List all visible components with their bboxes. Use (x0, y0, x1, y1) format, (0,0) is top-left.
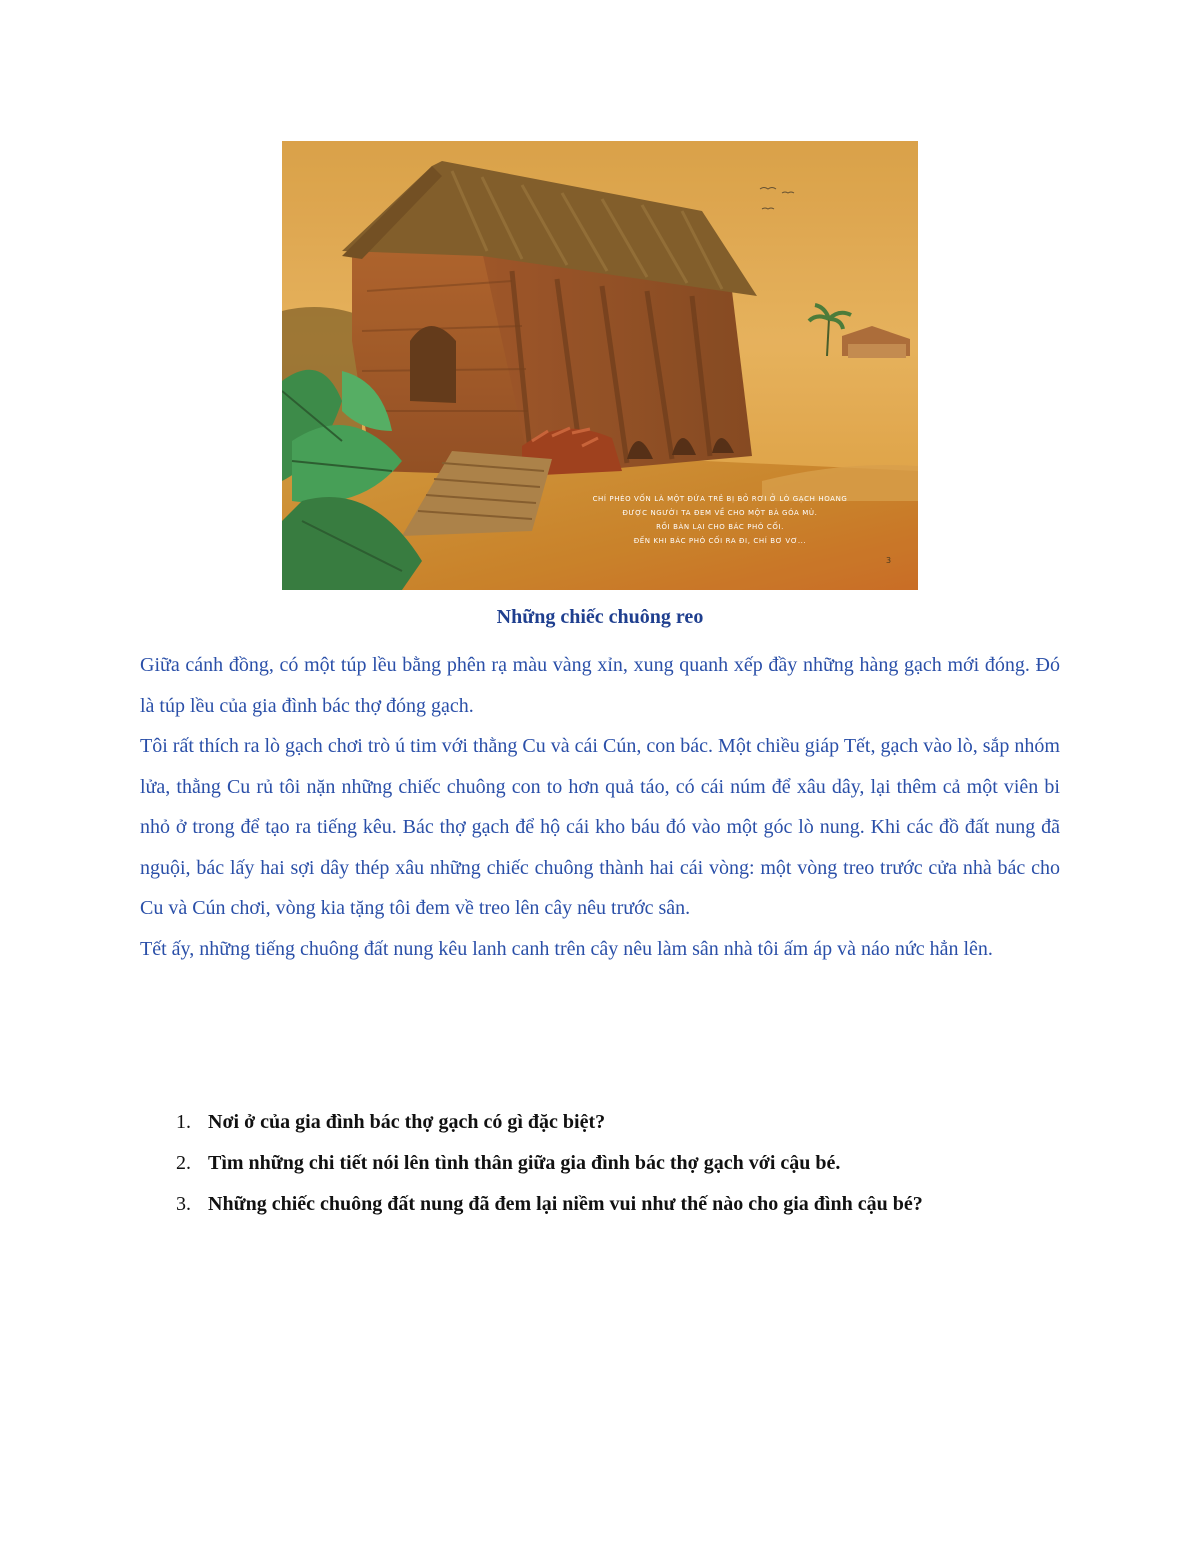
story-illustration (282, 141, 918, 590)
question-item (140, 1104, 1090, 1145)
illustration-caption-line: ĐƯỢC NGƯỜI TA ĐEM VỀ CHO MỘT BÀ GÓA MÙ. (622, 509, 818, 517)
question-item (140, 1145, 1090, 1186)
brick-kiln-hut-picture (282, 141, 918, 590)
question-text: Nơi ở của gia đình bác thợ gạch có gì đặc biệt? (208, 1111, 606, 1133)
illustration-caption-line: ĐẾN KHI BÁC PHÓ CỐI RA ĐI, CHÍ BƠ VƠ... (633, 537, 807, 545)
question-text: Tìm những chi tiết nói lên tình thân giữa gia đình bác thợ gạch với cậu bé. (208, 1152, 841, 1174)
story-paragraph: Giữa cánh đồng, có một túp lều bằng phên rạ màu vàng xỉn, xung quanh xếp đầy những hàng gạch mới đóng. Đó là túp lều của gia đình bác thợ đóng gạch. (140, 654, 1060, 717)
illustration-caption-line: RỒI BÀN LẠI CHO BÁC PHÓ CỐI. (656, 523, 784, 531)
question-list (140, 1104, 1090, 1227)
story-title: Những chiếc chuông reo (496, 606, 704, 628)
illustration-caption-line: CHÍ PHÈO VỐN LÀ MỘT ĐỨA TRẺ BỊ BỎ RƠI Ở LÒ GẠCH HOANG (592, 495, 848, 503)
question-item (140, 1186, 1090, 1227)
question-text: Những chiếc chuông đất nung đã đem lại niềm vui như thế nào cho gia đình cậu bé? (208, 1193, 923, 1215)
story-body (140, 645, 1060, 969)
story-paragraph: Tôi rất thích ra lò gạch chơi trò ú tim với thằng Cu và cái Cún, con bác. Một chiều giáp Tết, gạch vào lò, sắp nhóm lửa, thằng Cu rủ tôi nặn những chiếc chuông con to hơn quả táo, có cái núm để xâu dây, lại thêm cả một viên bi nhỏ ở trong để tạo ra tiếng kêu. Bác thợ gạch để hộ cái kho báu đó vào một góc lò nung. Khi các đồ đất nung đã nguội, bác lấy hai sợi dây thép xâu những chiếc chuông thành hai cái vòng: một vòng treo trước cửa nhà bác cho Cu và Cún chơi, vòng kia tặng tôi đem về treo lên cây nêu trước sân. (140, 735, 1060, 919)
illustration-page-number: 3 (886, 556, 892, 565)
question-number: 3. (176, 1193, 191, 1215)
story-paragraph: Tết ấy, những tiếng chuông đất nung kêu lanh canh trên cây nêu làm sân nhà tôi ấm áp và náo nức hẳn lên. (140, 937, 993, 960)
question-number: 2. (176, 1152, 191, 1174)
question-number: 1. (176, 1111, 191, 1133)
